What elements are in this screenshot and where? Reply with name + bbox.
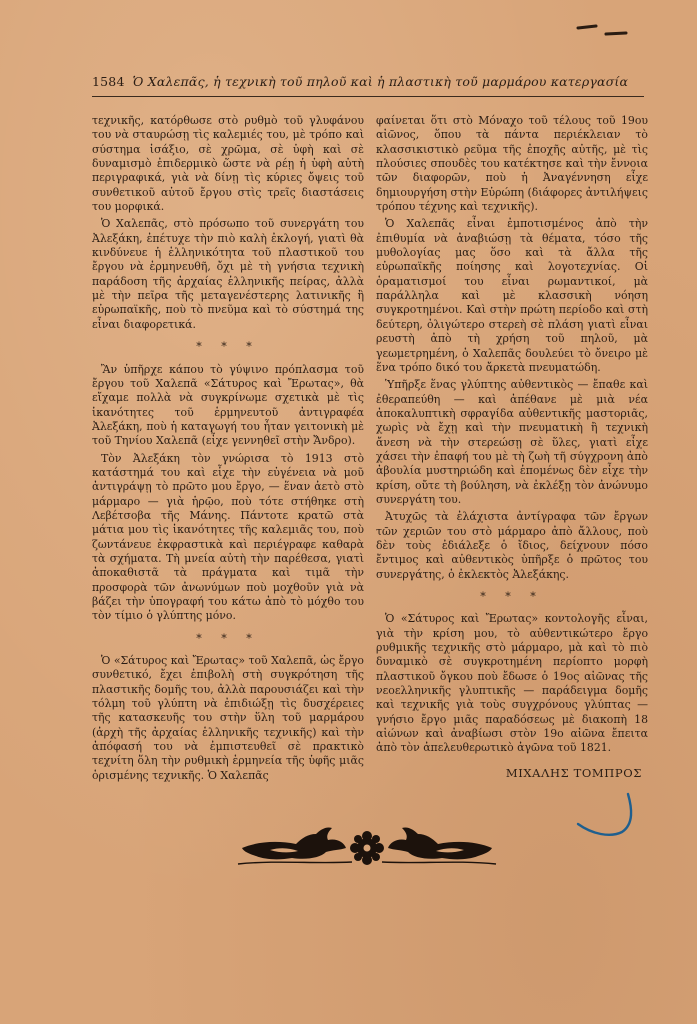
running-header [92,74,644,96]
author-signature: ΜΙΧΑΛΗΣ ΤΟΜΠΡΟΣ [505,765,642,780]
hares-and-flower-ornament-icon [236,820,498,870]
paragraph: τεχνικῆς, κατόρθωσε στὸ ρυθμὸ τοῦ γλυφάνου του νὰ σταυρώσῃ τὶς καλεμιές του, μὲ τρόπο καὶ σύστημα ἰσάξιο, σὲ χρῶμα, σὲ ὑφὴ καὶ σὲ δυναμισμὸ ἐπιδερμικὸ ὥστε νὰ ρέῃ ἡ ὑφὴ αὐτὴ περιγραφικά, γιὰ νὰ δίνῃ τὶς κύριες ὄψεις τοῦ συνθετικοῦ αὐτοῦ ἔργου στὶς τρεῖς διαστάσεις του μορφικά. [92,114,364,214]
paragraph: Ὁ «Σάτυρος καὶ Ἔρωτας» τοῦ Χαλεπᾶ, ὡς ἔργο συνθετικό, ἔχει ἐπιβολὴ στὴ συγκρότηση τῆς πλαστικῆς δομῆς του, ἀλλὰ παρουσιάζει καὶ τὴν τόλμη τοῦ γλύπτη νὰ ἐπιδιώξῃ τὶς δυσχέρειες τῆς κατασκευῆς του στὴν ὕλη τοῦ μαρμάρου (ἀρχὴ τῆς ἀρχαίας ἑλληνικῆς τεχνικῆς) καὶ τὴν ἀπόφασή του νὰ ἐμπιστευθεῖ σὲ πρακτικὸ τεχνίτη ὅλη τὴν ρυθμικὴ ἑρμηνεία τῆς ὑφῆς μιᾶς ὁρισμένης τεχνικῆς. Ὁ Χαλεπᾶς [92,654,364,782]
running-title: Ὁ Χαλεπᾶς, ἡ τεχνικὴ τοῦ πηλοῦ καὶ ἡ πλαστικὴ τοῦ μαρμάρου κατεργασία [132,74,629,89]
paragraph: Ὁ Χαλεπᾶς, στὸ πρόσωπο τοῦ συνεργάτη του Ἀλεξάκη, ἐπέτυχε τὴν πιὸ καλὴ ἐκλογή, γιατὶ θὰ κινδύνευε ἡ ἑλληνικότητα τοῦ πλαστικοῦ του ἔργου νὰ ἑρμηνευθῆ, ὄχι μὲ τὴ γνήσια τεχνικὴ παράδοση τῆς ἀρχαίας ἑλληνικῆς πείρας, ἀλλὰ μὲ τὴν πεῖρα τῆς μεταγενέστερης λατινικῆς ἢ εὐρωπαϊκῆς, ποὺ τὸ πνεῦμα καὶ τὸ σύστημά της εἶναι διαφορετικά. [92,217,364,331]
paragraph: Ὑπῆρξε ἕνας γλύπτης αὐθεντικὸς — ἔπαθε καὶ ἐθεραπεύθη — καὶ ἀπέθανε μὲ μιὰ νέα ἀποκαλυπτικὴ σφραγίδα αὐθεντικῆς μαστοριᾶς, χωρὶς νὰ ἔχῃ καὶ τὴν πνευματικὴ ἢ τεχνικὴ ἄνεση νὰ τὴν στερεώσῃ σὲ ὕλες, γιατὶ εἶχε χάσει τὴν ἐπαφή του μὲ τὴ ζωὴ τῆ σύγχρονη ἀπὸ ἀβουλία μυστηριώδη καὶ ἑπομένως δὲν εἶχε τὴν κρίση, οὔτε τὴ βούληση, νὰ ἐκλέξῃ τὸν ἀνώνυμο συνεργάτη του. [376,378,648,506]
paragraph: Ὁ Χαλεπᾶς εἶναι ἐμποτισμένος ἀπὸ τὴν ἐπιθυμία νὰ ἀναβιώσῃ τὰ θέματα, τόσο τῆς μυθολογίας μας ὅσο καὶ τὰ ἄλλα τῆς εὐρωπαϊκῆς ποίησης καὶ λογοτεχνίας. Οἱ ὁραματισμοί του εἶναι ρωμαντικοί, μὰ παράλληλα καὶ μὲ κλασσικὴ νόηση συγκροτημένοι. Καὶ στὴν πρώτη περίοδο καὶ στὴ δεύτερη, ὀλιγώτερο στερεὴ σὲ πλάση γιατὶ εἶναι ρευστὴ ἀπὸ τὴ χρήση τοῦ πηλοῦ, μὰ γεωμετρημένη, ὁ Χαλεπᾶς δουλεύει τὸ ὄνειρο μὲ ἕνα τρόπο δικό του ἄρκετὰ πνευματώδη. [376,217,648,374]
ink-marks-icon [574,22,634,40]
paragraph: Ἂν ὑπῆρχε κάπου τὸ γύψινο πρόπλασμα τοῦ ἔργου τοῦ Χαλεπᾶ «Σάτυρος καὶ Ἔρωτας», θὰ εἴχαμε πολλὰ νὰ συγκρίνωμε σχετικὰ μὲ τὶς ἱκανότητες τοῦ ἑρμηνευτοῦ ἀντιγραφέα Ἀλεξάκη, ποὺ ἡ καταγωγή του ἦταν γειτονικὴ μὲ τοῦ Τηνίου Χαλεπᾶ (εἶχε γεννηθεῖ στὴν Ἄνδρο). [92,362,364,448]
left-column [92,114,364,786]
blue-pen-mark-icon [574,790,636,840]
paragraph: Ὁ «Σάτυρος καὶ Ἔρωτας» κοντολογῆς εἶναι, γιὰ τὴν κρίση μου, τὸ αὐθεντικώτερο ἔργο ρυθμικῆς τεχνικῆς στὸ μάρμαρο, μὰ καὶ τὸ πιὸ δυναμικὸ σὲ συγκροτημένη περίοπτο μορφὴ πλαστικοῦ ὄγκου ποὺ ἔδωσε ὁ 19ος αἰῶνας τῆς νεοελληνικῆς γλυπτικῆς — παράδειγμα δομῆς καὶ τεχνικῆς γιὰ τοὺς συγχρόνους γλύπτας — γνήσιο ἔργο μιᾶς παραδόσεως μὲ διακοπὴ 18 αἰώνων καὶ ἀναβίωσι στὸν 19ο αἰῶνα ἔπειτα ἀπὸ τὸν ἀπελευθερωτικὸ ἀγῶνα τοῦ 1821. [376,612,648,755]
paragraph: Ἀτυχῶς τὰ ἐλάχιστα ἀντίγραφα τῶν ἔργων τῶν χεριῶν του στὸ μάρμαρο ἀπὸ ἄλλους, ποὺ δὲν τοὺς ἐδιάλεξε ὁ ἴδιος, δείχνουν πόσο ἔντιμος καὶ αὐθεντικὸς ὑπῆρξε ὁ πρῶτος του συνεργάτης, ὁ ἐκλεκτὸς Ἀλεξάκης. [376,510,648,581]
section-separator: * * * [196,340,260,354]
paragraph: φαίνεται ὅτι στὸ Μόναχο τοῦ τέλους τοῦ 19ου αἰῶνος, ὅπου τὰ πάντα περιέκλειαν τὸ κλασσικιστικὸ ρεῦμα τῆς ἐποχῆς αὐτῆς, μὲ τὶς πλούσιες σπουδὲς του κατέκτησε καὶ τὴν ἔννοια τῶν διαφορῶν, ποὺ ἡ Ἀναγέννηση εἶχε δημιουργήση στὴν Εὐρώπη (διάφορες ἀντιλήψεις τρόπου τέχνης καὶ τεχνικῆς). [376,114,648,214]
page-number: 1584 [92,74,125,89]
header-rule [92,96,644,97]
section-separator: * * * [480,590,544,603]
right-column [376,114,648,780]
section-separator: * * * [196,631,260,645]
paragraph: Τὸν Ἀλεξάκη τὸν γνώρισα τὸ 1913 στὸ κατάστημά του καὶ εἶχε τὴν εὐγένεια νὰ μοῦ ἀντιγράψῃ τὸ πρῶτο μου ἔργο, — ἕναν ἀετὸ στὸ μάρμαρο — γιὰ ἡρῷο, ποὺ τότε στήθηκε στὴ Λεβέτσοβα τῆς Μάνης. Πάντοτε κρατῶ στὰ μάτια μου τὶς ἱκανότητες τῆς καλεμιᾶς του, ποὺ ζωντάνευε ἐκφραστικὰ καὶ περιέγραφε καθαρὰ τὰ σχήματα. Τὴ μνεία αὐτὴ τὴν παρέθεσα, γιατὶ ἀποκαθιστᾶ τὰ πράγματα καὶ τιμᾶ τὴν προσφορὰ τῶν ἀνωνύμων ποὺ μοχθοῦν γιὰ νὰ βάζει τὴν ὑπογραφή του κάτω ἀπὸ τὸ μόχθο του τὸν τίμιο ὁ γλύπτης μόνο. [92,451,364,623]
